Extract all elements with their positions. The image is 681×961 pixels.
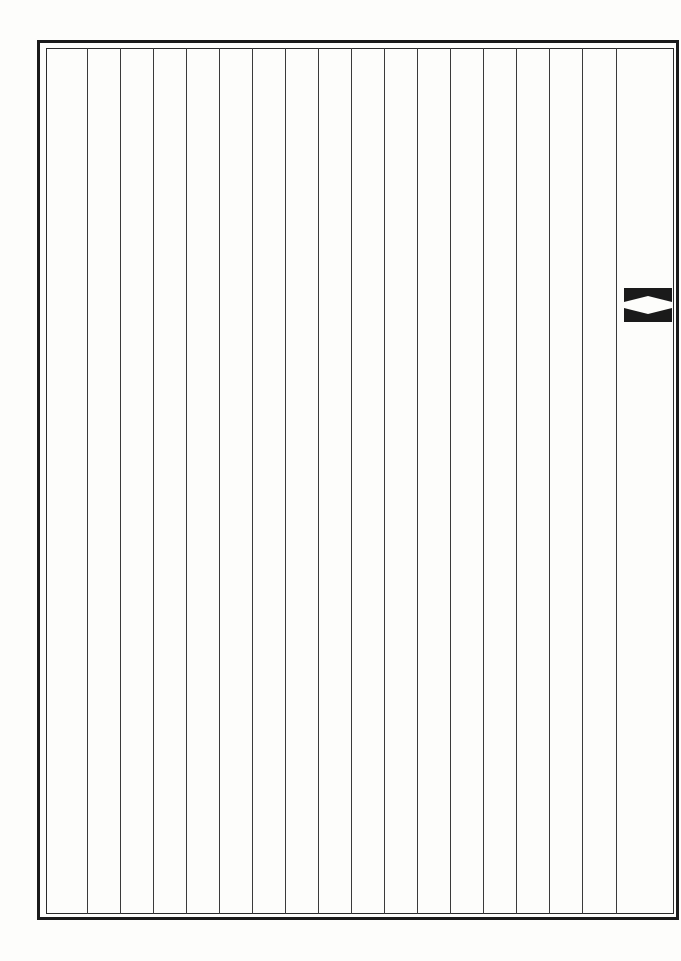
margin-rule: [616, 48, 617, 914]
inner-border: [46, 48, 674, 914]
column-rule: [87, 48, 88, 914]
column-rule: [417, 48, 418, 914]
column-rule: [351, 48, 352, 914]
column-rule: [153, 48, 154, 914]
column-rule: [186, 48, 187, 914]
column-rule: [318, 48, 319, 914]
column-rule: [219, 48, 220, 914]
column-rule: [384, 48, 385, 914]
column-rule: [252, 48, 253, 914]
column-rule: [582, 48, 583, 914]
column-rule: [120, 48, 121, 914]
column-rule: [516, 48, 517, 914]
column-rule: [450, 48, 451, 914]
column-rule: [549, 48, 550, 914]
fish-tail-icon: [622, 288, 674, 322]
column-rule: [483, 48, 484, 914]
column-rule: [285, 48, 286, 914]
